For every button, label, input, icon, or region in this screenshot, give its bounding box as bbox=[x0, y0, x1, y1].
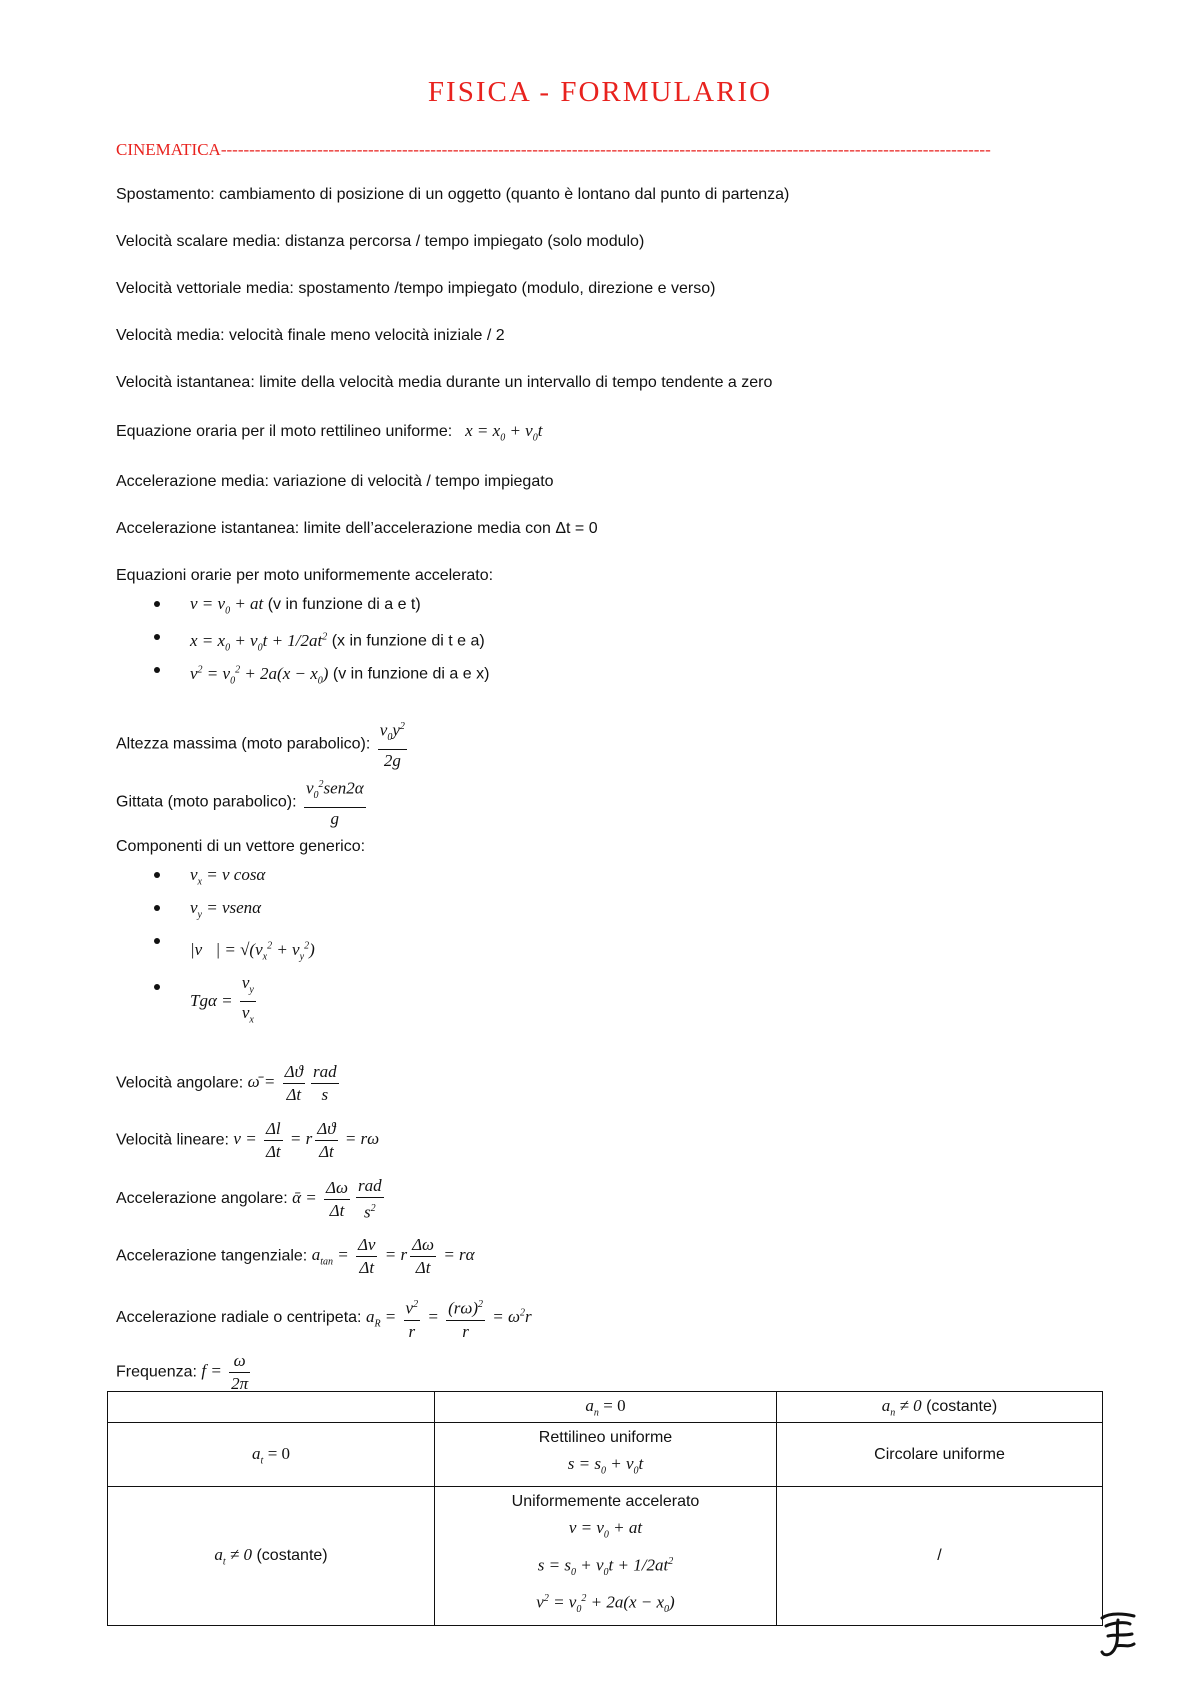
def-velocita-media: Velocità media: velocità finale meno velocità iniziale / 2 bbox=[116, 327, 505, 344]
acc-angolare-formula: ᾱ = $\frac{\Delta\omega}{\Delta t}$ $\frac{\text{rad}}{s^2}$ bbox=[292, 1176, 382, 1222]
altezza-label: Altezza massima (moto parabolico): bbox=[116, 735, 371, 753]
eq-oraria-formula: $x = x_0 + v_0t$ bbox=[456, 421, 543, 444]
formula-posizione: $x = x_0 + v_0t + 1/2at^2$ bbox=[190, 630, 328, 654]
table-cell-circolare-uniforme: Circolare uniforme bbox=[777, 1423, 1103, 1487]
list-item bbox=[150, 657, 489, 690]
table-cell-rettilineo-uniforme: Rettilineo uniforme $s = s_0 + v_0t$ bbox=[435, 1423, 777, 1487]
table-header-an-nonzero: $a_n \ne 0$ (costante) bbox=[777, 1392, 1103, 1423]
formula-vy: $v_y$ = vsenα bbox=[190, 898, 262, 921]
list-item bbox=[150, 624, 489, 657]
table-row bbox=[108, 1487, 1103, 1625]
altezza-formula: $\frac{v_0y^2}{2g}$ bbox=[378, 718, 407, 770]
acc-angolare-label: Accelerazione angolare: bbox=[116, 1190, 288, 1208]
def-spostamento: Spostamento: cambiamento di posizione di un oggetto (quanto è lontano dal punto di partenza) bbox=[116, 186, 790, 203]
formula-vx: $v_x = v$ cosα bbox=[190, 865, 266, 888]
formula-torricelli: $v^2 = v_0^2 + 2a(x - x_0)$ bbox=[190, 663, 329, 687]
formula-note: (v in funzione di a e x) bbox=[332, 665, 490, 683]
eq-oraria-row bbox=[116, 421, 542, 443]
def-velocita-vettoriale: Velocità vettoriale media: spostamento /tempo impiegato (modulo, direzione e verso) bbox=[116, 280, 716, 297]
frequenza-row bbox=[116, 1352, 253, 1393]
def-velocita-scalare: Velocità scalare media: distanza percorsa / tempo impiegato (solo modulo) bbox=[116, 233, 645, 250]
componenti-list bbox=[150, 862, 315, 1026]
formula-velocita: $v = v_0$ + at bbox=[190, 594, 264, 617]
def-accelerazione-media: Accelerazione media: variazione di velocità / tempo impiegato bbox=[116, 473, 554, 490]
vel-lineare-formula: v = $\frac{\Delta l}{\Delta t}$ = r $\frac{\Delta ϑ}{\Delta t}$ = rω bbox=[233, 1119, 380, 1161]
def-velocita-istantanea: Velocità istantanea: limite della velocità media durante un intervallo di tempo tendente a zero bbox=[116, 374, 773, 391]
def-accelerazione-istantanea: Accelerazione istantanea: limite dell’accelerazione media con Δt = 0 bbox=[116, 520, 598, 537]
accelerazione-radiale-row bbox=[116, 1296, 532, 1341]
uam-equations-list bbox=[150, 591, 489, 690]
table-header-an-zero: $a_n = 0$ bbox=[435, 1392, 777, 1423]
vel-angolare-formula: ω̄ = $\frac{\Delta ϑ}{\Delta t}$ $\frac{\text{rad}}{s}$ bbox=[247, 1062, 337, 1104]
list-item bbox=[150, 928, 315, 974]
table-cell-empty bbox=[108, 1392, 435, 1423]
table-row bbox=[108, 1423, 1103, 1487]
acc-tangenziale-label: Accelerazione tangenziale: bbox=[116, 1247, 308, 1265]
formula-modulo: |v⃗| = $√(v_x^2 + v_y^2)$ bbox=[190, 939, 315, 963]
componenti-label: Componenti di un vettore generico: bbox=[116, 838, 366, 855]
gittata-label: Gittata (moto parabolico): bbox=[116, 793, 297, 811]
formula-note: (x in funzione di t e a) bbox=[331, 632, 485, 650]
vel-angolare-label: Velocità angolare: bbox=[116, 1074, 244, 1092]
acc-radiale-label: Accelerazione radiale o centripeta: bbox=[116, 1309, 362, 1327]
accelerazione-tangenziale-row bbox=[116, 1236, 475, 1277]
list-item bbox=[150, 895, 315, 928]
eq-oraria-label: Equazione oraria per il moto rettilineo uniforme: bbox=[116, 423, 453, 440]
velocita-angolare-row bbox=[116, 1063, 342, 1104]
gittata-formula: $\frac{v_0^2sen2\alpha}{g}$ bbox=[304, 776, 366, 828]
formula-tangente: Tgα = $\frac{v_y}{v_x}$ bbox=[190, 973, 254, 1026]
table-label-at-nonzero: $a_t \ne 0$ (costante) bbox=[108, 1487, 435, 1625]
list-item bbox=[150, 591, 489, 624]
list-item bbox=[150, 862, 315, 895]
frequenza-formula: f = $\frac{\omega}{2\pi}$ bbox=[201, 1351, 249, 1393]
frequenza-label: Frequenza: bbox=[116, 1363, 197, 1381]
velocita-lineare-row bbox=[116, 1120, 379, 1161]
vel-lineare-label: Velocità lineare: bbox=[116, 1131, 229, 1149]
acc-tangenziale-formula: $a_{tan}$ = $\frac{\Delta v}{\Delta t}$ = r $\frac{\Delta\omega}{\Delta t}$ = rα bbox=[311, 1235, 475, 1277]
altezza-massima-row bbox=[116, 718, 410, 770]
gittata-row bbox=[116, 776, 369, 828]
formula-note: (v in funzione di a e t) bbox=[267, 596, 421, 613]
accelerazione-angolare-row bbox=[116, 1177, 387, 1222]
table-cell-slash: / bbox=[777, 1487, 1103, 1625]
table-cell-uniformemente-accelerato: Uniformemente accelerato $v = v_0$ + at $s = s_0 + v_0t + 1/2at^2$ $v^2 = v_0^2 + 2a(x - x_0)$ bbox=[435, 1487, 777, 1625]
page-title: FISICA - FORMULARIO bbox=[427, 76, 773, 108]
table-row bbox=[108, 1392, 1103, 1423]
eq-orarie-uam-label: Equazioni orarie per moto uniformemente accelerato: bbox=[116, 567, 494, 584]
section-heading-cinematica: CINEMATICA---------------------------------------------------------------------------------------------------------------------------------------- bbox=[116, 140, 991, 159]
motion-classification-table bbox=[107, 1391, 1103, 1626]
author-logo bbox=[1096, 1610, 1140, 1660]
list-item bbox=[150, 974, 315, 1026]
table-label-at-zero: $a_t = 0$ bbox=[108, 1423, 435, 1487]
acc-radiale-formula: $a_R$ = $\frac{v^2}{r}$ = $\frac{(r\omega)^2}{r}$ = $\omega^2r$ bbox=[366, 1307, 532, 1326]
